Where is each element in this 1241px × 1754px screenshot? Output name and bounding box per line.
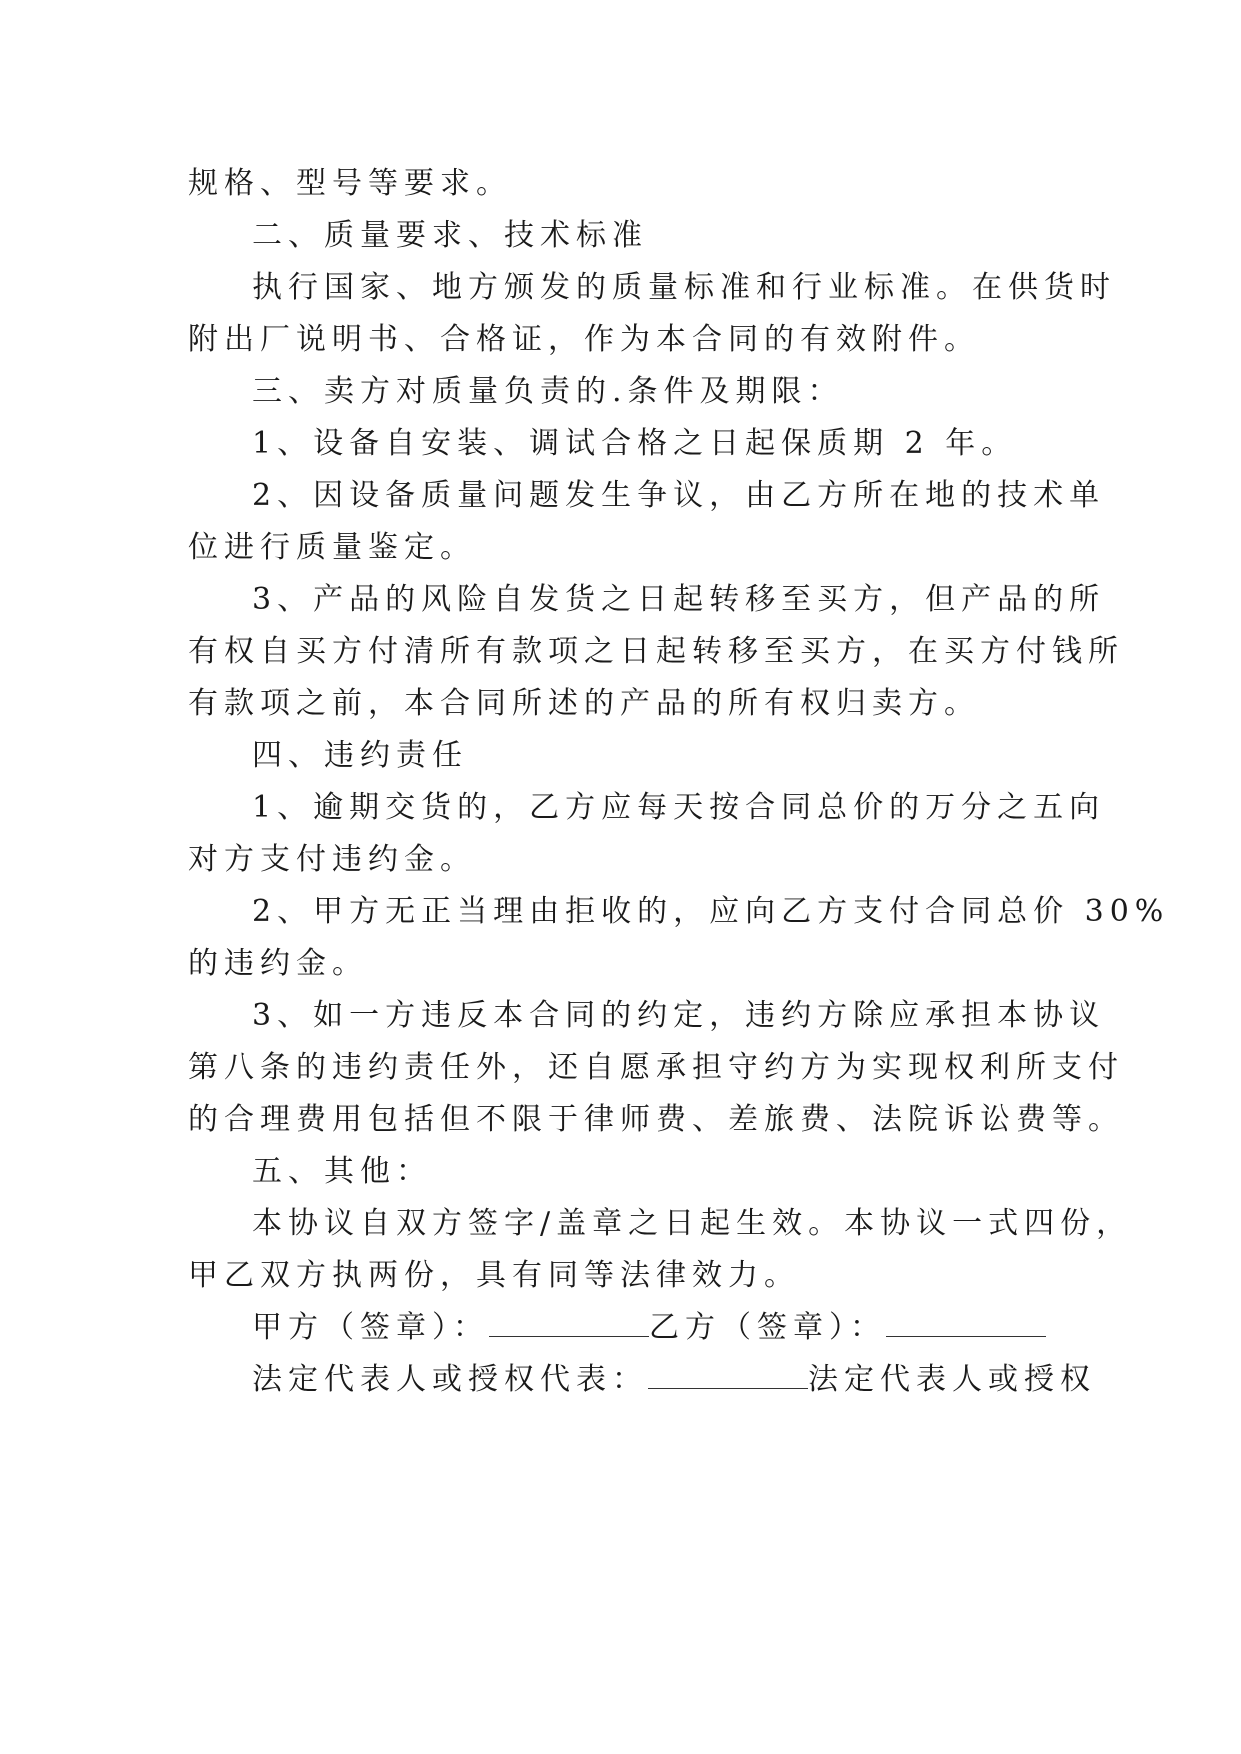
signature-line-representatives bbox=[252, 1351, 1096, 1409]
text-line: 有权自买方付清所有款项之日起转移至买方，在买方付钱所 bbox=[188, 634, 1124, 669]
text-line: 2、甲方无正当理由拒收的，应向乙方支付合同总价 30% bbox=[252, 894, 1170, 929]
legal-rep-a-label: 法定代表人或授权代表： bbox=[252, 1362, 648, 1397]
text-line: 位进行质量鉴定。 bbox=[188, 530, 476, 565]
text-line: 的合理费用包括但不限于律师费、差旅费、法院诉讼费等。 bbox=[188, 1102, 1124, 1137]
text-line: 3、如一方违反本合同的约定，违约方除应承担本协议 bbox=[252, 998, 1106, 1033]
party-a-signature-blank bbox=[489, 1314, 649, 1337]
party-b-signature-blank bbox=[886, 1314, 1046, 1337]
party-a-label: 甲方（签章）： bbox=[252, 1310, 489, 1345]
legal-rep-a-signature-blank bbox=[648, 1366, 808, 1389]
text-line: 1、设备自安装、调试合格之日起保质期 2 年。 bbox=[252, 426, 1018, 461]
legal-rep-b-label: 法定代表人或授权 bbox=[808, 1362, 1096, 1397]
text-line: 2、因设备质量问题发生争议，由乙方所在地的技术单 bbox=[252, 478, 1106, 513]
section-heading: 三、卖方对质量负责的.条件及期限： bbox=[252, 374, 844, 409]
text-line: 附出厂说明书、合格证，作为本合同的有效附件。 bbox=[188, 322, 980, 357]
text-line: 的违约金。 bbox=[188, 946, 368, 981]
text-line: 规格、型号等要求。 bbox=[188, 166, 512, 201]
text-line: 甲乙双方执两份，具有同等法律效力。 bbox=[188, 1258, 800, 1293]
text-line: 执行国家、地方颁发的质量标准和行业标准。在供货时 bbox=[252, 270, 1116, 305]
section-heading: 五、其他： bbox=[252, 1154, 432, 1189]
text-line: 1、逾期交货的，乙方应每天按合同总价的万分之五向 bbox=[252, 790, 1106, 825]
party-b-label: 乙方（签章）： bbox=[649, 1310, 886, 1345]
text-line: 有款项之前，本合同所述的产品的所有权归卖方。 bbox=[188, 686, 980, 721]
text-line: 3、产品的风险自发货之日起转移至买方，但产品的所 bbox=[252, 582, 1106, 617]
text-line: 第八条的违约责任外，还自愿承担守约方为实现权利所支付 bbox=[188, 1050, 1124, 1085]
text-line: 对方支付违约金。 bbox=[188, 842, 476, 877]
section-heading: 二、质量要求、技术标准 bbox=[252, 218, 648, 253]
signature-line-parties bbox=[252, 1299, 1046, 1357]
section-heading: 四、违约责任 bbox=[252, 738, 468, 773]
text-line: 本协议自双方签字/盖章之日起生效。本协议一式四份， bbox=[252, 1206, 1133, 1241]
